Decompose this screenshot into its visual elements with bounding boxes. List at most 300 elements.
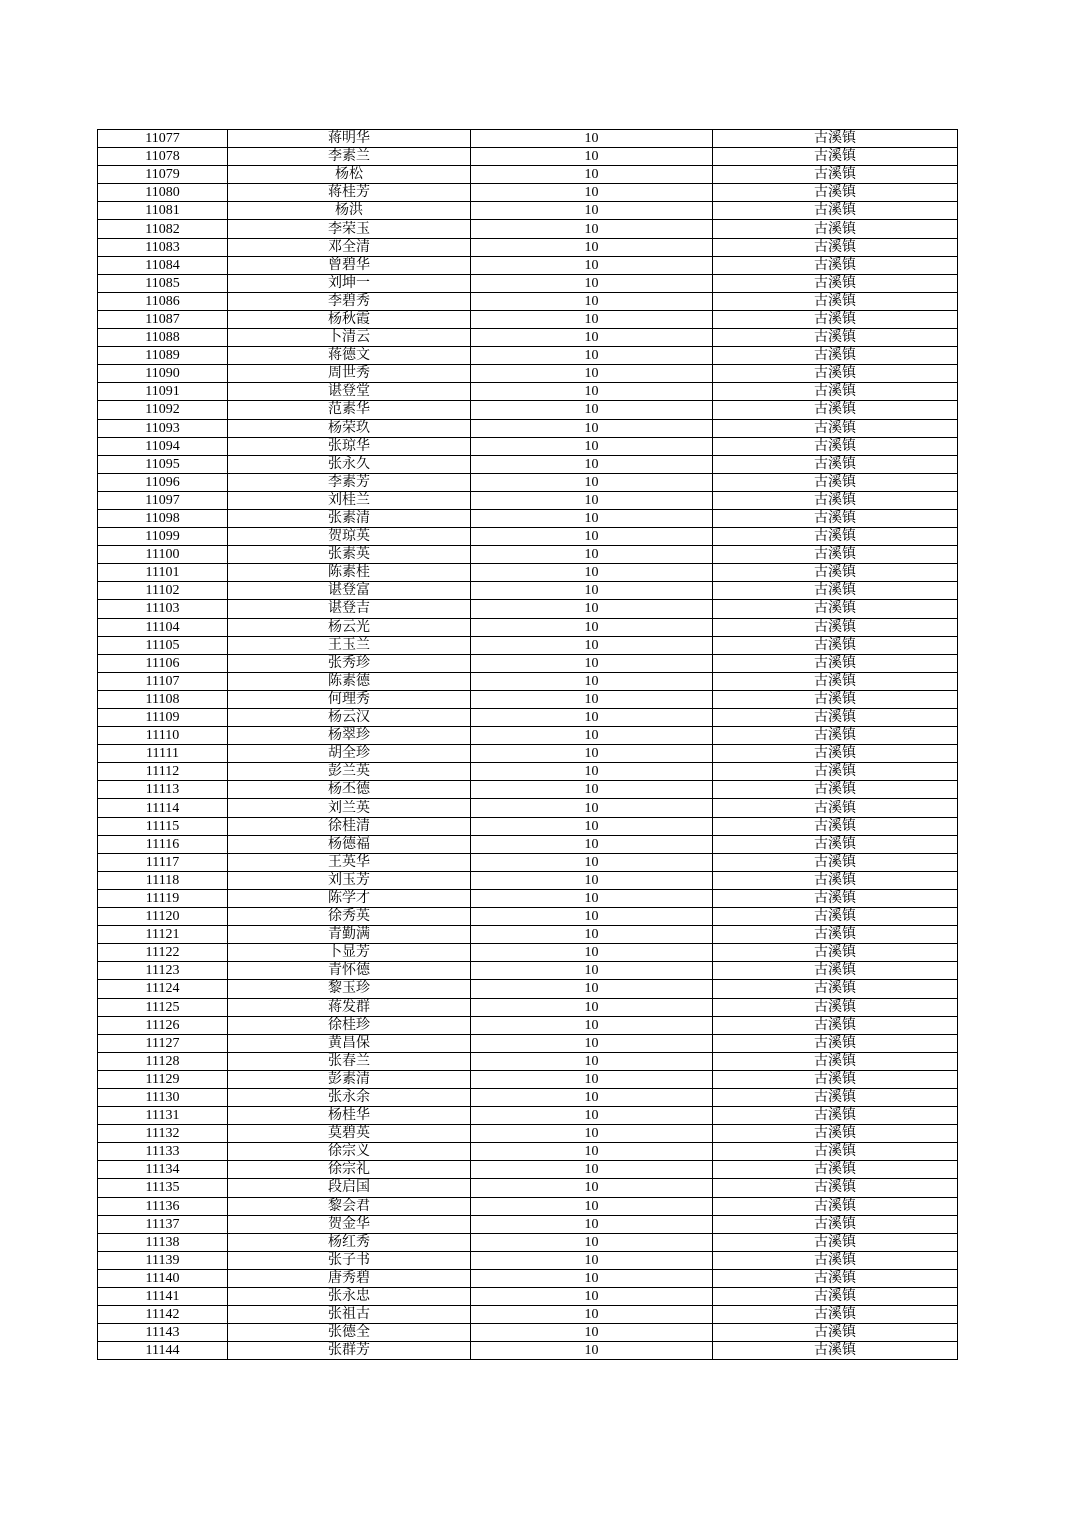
town-cell: 古溪镇	[713, 618, 958, 636]
amount-cell: 10	[471, 184, 713, 202]
serial-number-cell: 11087	[98, 310, 228, 328]
name-cell: 张子书	[228, 1251, 471, 1269]
name-cell: 徐宗义	[228, 1143, 471, 1161]
serial-number-cell: 11131	[98, 1107, 228, 1125]
table-row	[98, 1034, 958, 1052]
town-cell: 古溪镇	[713, 1125, 958, 1143]
amount-cell: 10	[471, 1288, 713, 1306]
amount-cell: 10	[471, 148, 713, 166]
table-row	[98, 130, 958, 148]
town-cell: 古溪镇	[713, 600, 958, 618]
table-row	[98, 220, 958, 238]
town-cell: 古溪镇	[713, 799, 958, 817]
town-cell: 古溪镇	[713, 1088, 958, 1106]
table-row	[98, 292, 958, 310]
town-cell: 古溪镇	[713, 310, 958, 328]
name-cell: 李素芳	[228, 473, 471, 491]
name-cell: 贺金华	[228, 1215, 471, 1233]
serial-number-cell: 11109	[98, 709, 228, 727]
table-row	[98, 1179, 958, 1197]
town-cell: 古溪镇	[713, 672, 958, 690]
serial-number-cell: 11102	[98, 582, 228, 600]
serial-number-cell: 11129	[98, 1070, 228, 1088]
town-cell: 古溪镇	[713, 908, 958, 926]
table-row	[98, 310, 958, 328]
town-cell: 古溪镇	[713, 998, 958, 1016]
name-cell: 蒋桂芳	[228, 184, 471, 202]
table-row	[98, 509, 958, 527]
name-cell: 杨桂华	[228, 1107, 471, 1125]
name-cell: 范素华	[228, 401, 471, 419]
table-row	[98, 491, 958, 509]
name-cell: 谌登富	[228, 582, 471, 600]
amount-cell: 10	[471, 727, 713, 745]
town-cell: 古溪镇	[713, 654, 958, 672]
amount-cell: 10	[471, 926, 713, 944]
amount-cell: 10	[471, 564, 713, 582]
name-cell: 张素清	[228, 509, 471, 527]
town-cell: 古溪镇	[713, 184, 958, 202]
serial-number-cell: 11123	[98, 962, 228, 980]
table-row	[98, 1070, 958, 1088]
table-row	[98, 1269, 958, 1287]
name-cell: 徐桂珍	[228, 1016, 471, 1034]
amount-cell: 10	[471, 509, 713, 527]
name-cell: 刘兰英	[228, 799, 471, 817]
amount-cell: 10	[471, 600, 713, 618]
name-cell: 邓全清	[228, 238, 471, 256]
amount-cell: 10	[471, 998, 713, 1016]
serial-number-cell: 11101	[98, 564, 228, 582]
name-cell: 黎会君	[228, 1197, 471, 1215]
table-row	[98, 1233, 958, 1251]
name-cell: 杨德福	[228, 835, 471, 853]
table-row	[98, 1342, 958, 1360]
amount-cell: 10	[471, 238, 713, 256]
table-row	[98, 600, 958, 618]
table-row	[98, 690, 958, 708]
town-cell: 古溪镇	[713, 1324, 958, 1342]
table-row	[98, 1088, 958, 1106]
name-cell: 张春兰	[228, 1052, 471, 1070]
table-row	[98, 1251, 958, 1269]
name-cell: 李荣玉	[228, 220, 471, 238]
serial-number-cell: 11100	[98, 546, 228, 564]
serial-number-cell: 11082	[98, 220, 228, 238]
serial-number-cell: 11078	[98, 148, 228, 166]
name-cell: 杨云汉	[228, 709, 471, 727]
amount-cell: 10	[471, 329, 713, 347]
amount-cell: 10	[471, 781, 713, 799]
table-row	[98, 1107, 958, 1125]
town-cell: 古溪镇	[713, 1251, 958, 1269]
roster-table-body	[98, 130, 958, 1360]
serial-number-cell: 11104	[98, 618, 228, 636]
amount-cell: 10	[471, 944, 713, 962]
serial-number-cell: 11126	[98, 1016, 228, 1034]
amount-cell: 10	[471, 709, 713, 727]
serial-number-cell: 11124	[98, 980, 228, 998]
name-cell: 杨荣玖	[228, 419, 471, 437]
name-cell: 徐宗礼	[228, 1161, 471, 1179]
table-row	[98, 437, 958, 455]
table-row	[98, 1052, 958, 1070]
table-row	[98, 1143, 958, 1161]
amount-cell: 10	[471, 636, 713, 654]
town-cell: 古溪镇	[713, 926, 958, 944]
town-cell: 古溪镇	[713, 1269, 958, 1287]
serial-number-cell: 11114	[98, 799, 228, 817]
name-cell: 卜清云	[228, 329, 471, 347]
table-row	[98, 745, 958, 763]
table-row	[98, 636, 958, 654]
serial-number-cell: 11138	[98, 1233, 228, 1251]
table-row	[98, 419, 958, 437]
serial-number-cell: 11107	[98, 672, 228, 690]
serial-number-cell: 11093	[98, 419, 228, 437]
table-row	[98, 274, 958, 292]
table-row	[98, 944, 958, 962]
serial-number-cell: 11096	[98, 473, 228, 491]
amount-cell: 10	[471, 908, 713, 926]
amount-cell: 10	[471, 871, 713, 889]
town-cell: 古溪镇	[713, 292, 958, 310]
town-cell: 古溪镇	[713, 202, 958, 220]
serial-number-cell: 11127	[98, 1034, 228, 1052]
town-cell: 古溪镇	[713, 130, 958, 148]
table-row	[98, 763, 958, 781]
town-cell: 古溪镇	[713, 166, 958, 184]
table-row	[98, 908, 958, 926]
amount-cell: 10	[471, 853, 713, 871]
table-row	[98, 473, 958, 491]
town-cell: 古溪镇	[713, 871, 958, 889]
serial-number-cell: 11079	[98, 166, 228, 184]
table-row	[98, 528, 958, 546]
town-cell: 古溪镇	[713, 419, 958, 437]
amount-cell: 10	[471, 491, 713, 509]
town-cell: 古溪镇	[713, 745, 958, 763]
serial-number-cell: 11083	[98, 238, 228, 256]
town-cell: 古溪镇	[713, 238, 958, 256]
name-cell: 徐桂清	[228, 817, 471, 835]
name-cell: 蒋德文	[228, 347, 471, 365]
town-cell: 古溪镇	[713, 709, 958, 727]
name-cell: 刘桂兰	[228, 491, 471, 509]
amount-cell: 10	[471, 220, 713, 238]
name-cell: 王英华	[228, 853, 471, 871]
serial-number-cell: 11112	[98, 763, 228, 781]
town-cell: 古溪镇	[713, 763, 958, 781]
serial-number-cell: 11122	[98, 944, 228, 962]
name-cell: 张德全	[228, 1324, 471, 1342]
serial-number-cell: 11118	[98, 871, 228, 889]
amount-cell: 10	[471, 980, 713, 998]
amount-cell: 10	[471, 166, 713, 184]
table-row	[98, 329, 958, 347]
table-row	[98, 799, 958, 817]
town-cell: 古溪镇	[713, 455, 958, 473]
amount-cell: 10	[471, 672, 713, 690]
amount-cell: 10	[471, 1052, 713, 1070]
town-cell: 古溪镇	[713, 491, 958, 509]
table-row	[98, 1324, 958, 1342]
serial-number-cell: 11113	[98, 781, 228, 799]
table-row	[98, 455, 958, 473]
amount-cell: 10	[471, 690, 713, 708]
table-row	[98, 781, 958, 799]
town-cell: 古溪镇	[713, 690, 958, 708]
serial-number-cell: 11094	[98, 437, 228, 455]
town-cell: 古溪镇	[713, 546, 958, 564]
table-row	[98, 238, 958, 256]
serial-number-cell: 11141	[98, 1288, 228, 1306]
amount-cell: 10	[471, 1088, 713, 1106]
name-cell: 蒋发群	[228, 998, 471, 1016]
table-row	[98, 1016, 958, 1034]
amount-cell: 10	[471, 763, 713, 781]
serial-number-cell: 11080	[98, 184, 228, 202]
amount-cell: 10	[471, 546, 713, 564]
name-cell: 张群芳	[228, 1342, 471, 1360]
table-row	[98, 871, 958, 889]
name-cell: 杨翠珍	[228, 727, 471, 745]
name-cell: 胡全珍	[228, 745, 471, 763]
town-cell: 古溪镇	[713, 329, 958, 347]
town-cell: 古溪镇	[713, 727, 958, 745]
name-cell: 谌登堂	[228, 383, 471, 401]
table-row	[98, 618, 958, 636]
town-cell: 古溪镇	[713, 889, 958, 907]
town-cell: 古溪镇	[713, 1107, 958, 1125]
table-row	[98, 365, 958, 383]
serial-number-cell: 11110	[98, 727, 228, 745]
town-cell: 古溪镇	[713, 347, 958, 365]
table-row	[98, 1306, 958, 1324]
town-cell: 古溪镇	[713, 853, 958, 871]
table-row	[98, 184, 958, 202]
amount-cell: 10	[471, 1215, 713, 1233]
table-row	[98, 166, 958, 184]
amount-cell: 10	[471, 1251, 713, 1269]
town-cell: 古溪镇	[713, 1161, 958, 1179]
town-cell: 古溪镇	[713, 1306, 958, 1324]
amount-cell: 10	[471, 1107, 713, 1125]
town-cell: 古溪镇	[713, 1034, 958, 1052]
serial-number-cell: 11089	[98, 347, 228, 365]
table-row	[98, 202, 958, 220]
name-cell: 陈素桂	[228, 564, 471, 582]
serial-number-cell: 11086	[98, 292, 228, 310]
amount-cell: 10	[471, 1016, 713, 1034]
table-row	[98, 672, 958, 690]
town-cell: 古溪镇	[713, 383, 958, 401]
amount-cell: 10	[471, 618, 713, 636]
serial-number-cell: 11091	[98, 383, 228, 401]
serial-number-cell: 11125	[98, 998, 228, 1016]
name-cell: 唐秀碧	[228, 1269, 471, 1287]
amount-cell: 10	[471, 401, 713, 419]
serial-number-cell: 11134	[98, 1161, 228, 1179]
serial-number-cell: 11088	[98, 329, 228, 347]
serial-number-cell: 11128	[98, 1052, 228, 1070]
table-row	[98, 1161, 958, 1179]
table-row	[98, 383, 958, 401]
serial-number-cell: 11121	[98, 926, 228, 944]
amount-cell: 10	[471, 1342, 713, 1360]
name-cell: 张永忠	[228, 1288, 471, 1306]
town-cell: 古溪镇	[713, 220, 958, 238]
amount-cell: 10	[471, 365, 713, 383]
serial-number-cell: 11132	[98, 1125, 228, 1143]
name-cell: 何理秀	[228, 690, 471, 708]
serial-number-cell: 11143	[98, 1324, 228, 1342]
roster-table	[97, 129, 958, 1360]
name-cell: 张永久	[228, 455, 471, 473]
town-cell: 古溪镇	[713, 636, 958, 654]
table-row	[98, 654, 958, 672]
name-cell: 周世秀	[228, 365, 471, 383]
table-row	[98, 998, 958, 1016]
name-cell: 王玉兰	[228, 636, 471, 654]
name-cell: 李素兰	[228, 148, 471, 166]
serial-number-cell: 11097	[98, 491, 228, 509]
name-cell: 谌登吉	[228, 600, 471, 618]
name-cell: 莫碧英	[228, 1125, 471, 1143]
serial-number-cell: 11115	[98, 817, 228, 835]
name-cell: 黎玉珍	[228, 980, 471, 998]
serial-number-cell: 11130	[98, 1088, 228, 1106]
amount-cell: 10	[471, 1161, 713, 1179]
town-cell: 古溪镇	[713, 1070, 958, 1088]
amount-cell: 10	[471, 962, 713, 980]
name-cell: 张琼华	[228, 437, 471, 455]
serial-number-cell: 11081	[98, 202, 228, 220]
amount-cell: 10	[471, 383, 713, 401]
name-cell: 张素英	[228, 546, 471, 564]
serial-number-cell: 11111	[98, 745, 228, 763]
amount-cell: 10	[471, 1125, 713, 1143]
table-row	[98, 835, 958, 853]
serial-number-cell: 11098	[98, 509, 228, 527]
serial-number-cell: 11117	[98, 853, 228, 871]
name-cell: 杨云光	[228, 618, 471, 636]
name-cell: 杨松	[228, 166, 471, 184]
name-cell: 青怀德	[228, 962, 471, 980]
serial-number-cell: 11142	[98, 1306, 228, 1324]
town-cell: 古溪镇	[713, 1342, 958, 1360]
table-row	[98, 1197, 958, 1215]
name-cell: 张祖古	[228, 1306, 471, 1324]
town-cell: 古溪镇	[713, 1016, 958, 1034]
name-cell: 青勤满	[228, 926, 471, 944]
amount-cell: 10	[471, 1269, 713, 1287]
serial-number-cell: 11085	[98, 274, 228, 292]
serial-number-cell: 11108	[98, 690, 228, 708]
town-cell: 古溪镇	[713, 1197, 958, 1215]
amount-cell: 10	[471, 582, 713, 600]
table-row	[98, 1215, 958, 1233]
town-cell: 古溪镇	[713, 437, 958, 455]
amount-cell: 10	[471, 1179, 713, 1197]
town-cell: 古溪镇	[713, 781, 958, 799]
amount-cell: 10	[471, 1324, 713, 1342]
serial-number-cell: 11103	[98, 600, 228, 618]
town-cell: 古溪镇	[713, 365, 958, 383]
amount-cell: 10	[471, 1143, 713, 1161]
town-cell: 古溪镇	[713, 582, 958, 600]
name-cell: 彭素清	[228, 1070, 471, 1088]
name-cell: 贺琼英	[228, 528, 471, 546]
name-cell: 徐秀英	[228, 908, 471, 926]
name-cell: 杨洪	[228, 202, 471, 220]
table-row	[98, 256, 958, 274]
table-row	[98, 853, 958, 871]
table-row	[98, 709, 958, 727]
amount-cell: 10	[471, 419, 713, 437]
town-cell: 古溪镇	[713, 944, 958, 962]
table-row	[98, 1125, 958, 1143]
serial-number-cell: 11139	[98, 1251, 228, 1269]
table-row	[98, 1288, 958, 1306]
name-cell: 陈素德	[228, 672, 471, 690]
name-cell: 杨秋霞	[228, 310, 471, 328]
town-cell: 古溪镇	[713, 148, 958, 166]
serial-number-cell: 11120	[98, 908, 228, 926]
serial-number-cell: 11092	[98, 401, 228, 419]
town-cell: 古溪镇	[713, 962, 958, 980]
amount-cell: 10	[471, 455, 713, 473]
serial-number-cell: 11090	[98, 365, 228, 383]
amount-cell: 10	[471, 256, 713, 274]
name-cell: 陈学才	[228, 889, 471, 907]
name-cell: 刘坤一	[228, 274, 471, 292]
amount-cell: 10	[471, 130, 713, 148]
town-cell: 古溪镇	[713, 1143, 958, 1161]
amount-cell: 10	[471, 1233, 713, 1251]
name-cell: 蒋明华	[228, 130, 471, 148]
town-cell: 古溪镇	[713, 980, 958, 998]
table-row	[98, 546, 958, 564]
amount-cell: 10	[471, 745, 713, 763]
serial-number-cell: 11135	[98, 1179, 228, 1197]
serial-number-cell: 11133	[98, 1143, 228, 1161]
town-cell: 古溪镇	[713, 256, 958, 274]
town-cell: 古溪镇	[713, 274, 958, 292]
table-row	[98, 564, 958, 582]
name-cell: 卜显芳	[228, 944, 471, 962]
amount-cell: 10	[471, 347, 713, 365]
town-cell: 古溪镇	[713, 401, 958, 419]
town-cell: 古溪镇	[713, 473, 958, 491]
town-cell: 古溪镇	[713, 835, 958, 853]
name-cell: 杨红秀	[228, 1233, 471, 1251]
table-row	[98, 980, 958, 998]
name-cell: 张秀珍	[228, 654, 471, 672]
name-cell: 彭兰英	[228, 763, 471, 781]
serial-number-cell: 11099	[98, 528, 228, 546]
amount-cell: 10	[471, 292, 713, 310]
table-row	[98, 582, 958, 600]
table-row	[98, 962, 958, 980]
amount-cell: 10	[471, 835, 713, 853]
serial-number-cell: 11095	[98, 455, 228, 473]
table-row	[98, 727, 958, 745]
serial-number-cell: 11137	[98, 1215, 228, 1233]
amount-cell: 10	[471, 274, 713, 292]
serial-number-cell: 11140	[98, 1269, 228, 1287]
name-cell: 黄昌保	[228, 1034, 471, 1052]
